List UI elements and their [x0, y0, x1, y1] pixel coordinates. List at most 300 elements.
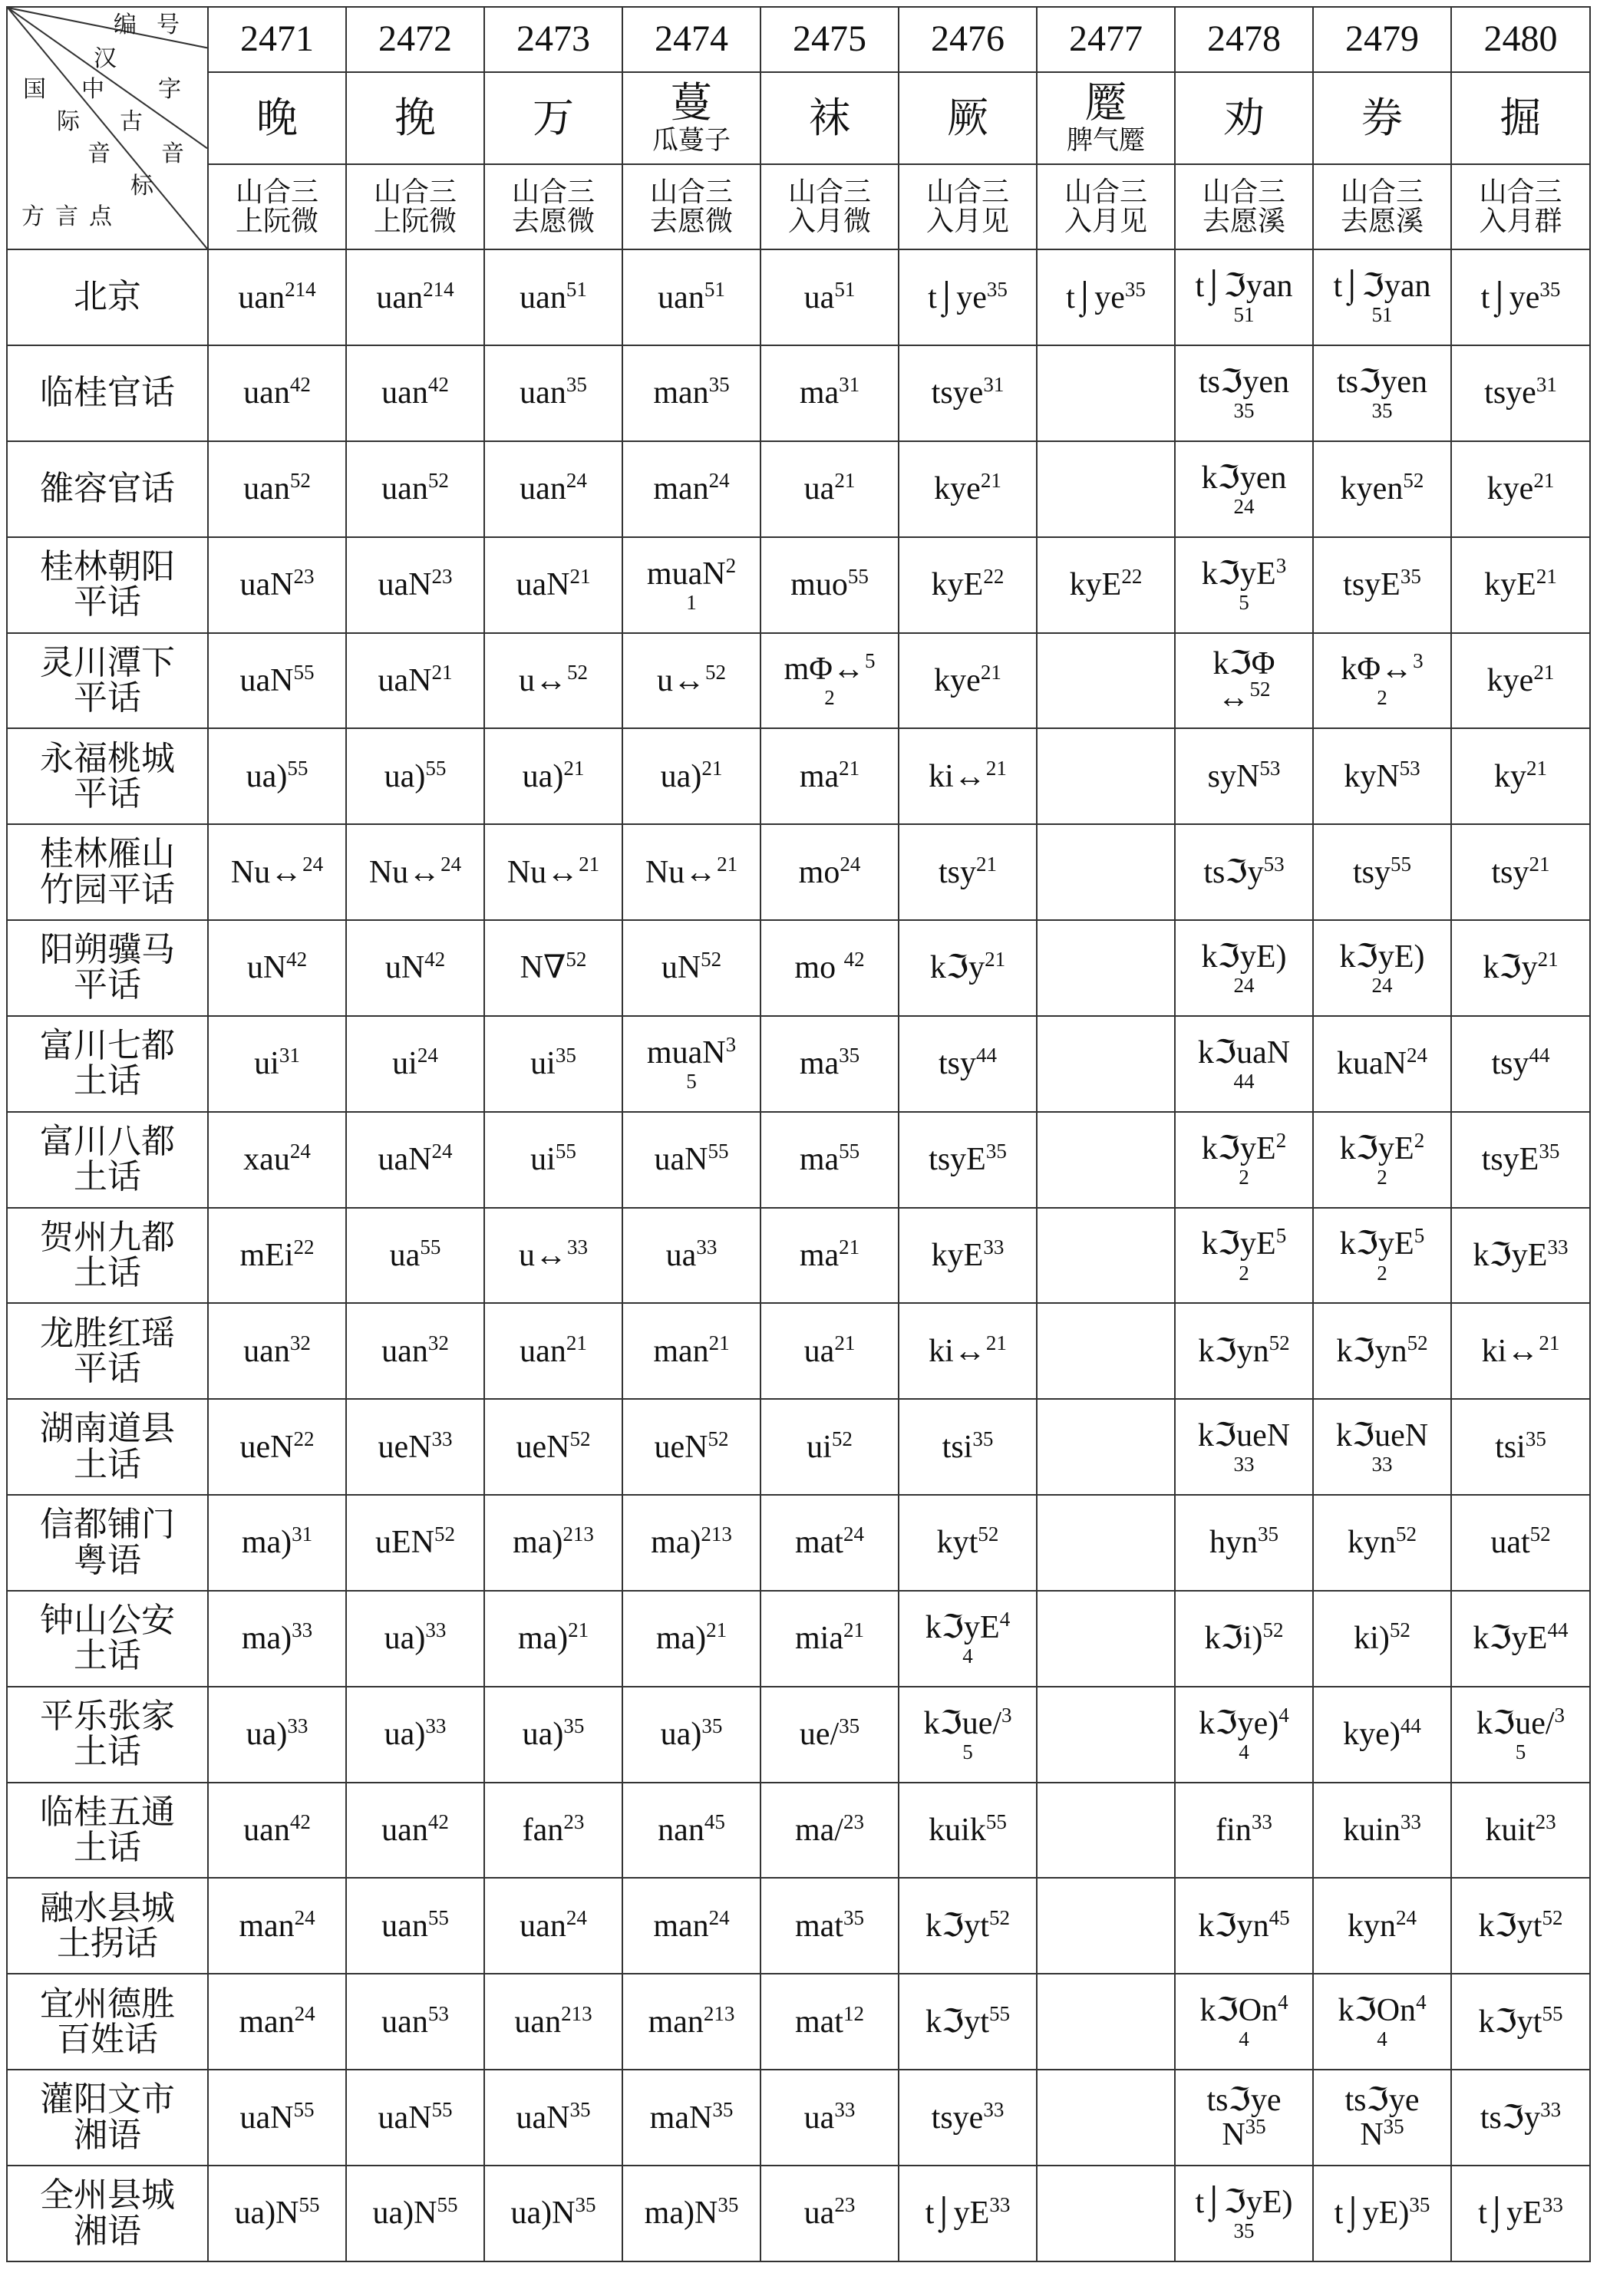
reading-tone: 35: [839, 1044, 860, 1067]
reading-syllable: Nu↔: [368, 854, 441, 890]
reading-cell: [484, 920, 622, 1016]
reading-cell: [1313, 441, 1451, 537]
reading-cell: [1313, 249, 1451, 345]
reading-syllable: kℑyE): [1339, 939, 1425, 975]
reading-syllable: man: [653, 375, 709, 411]
reading-tone: 35: [1124, 277, 1146, 301]
reading-line-2: [1176, 2114, 1312, 2152]
reading-cell: [346, 920, 484, 1016]
reading-syllable: mat: [795, 1908, 843, 1944]
reading-syllable: kℑyn: [1336, 1333, 1407, 1369]
reading-syllable: tsy: [1352, 854, 1391, 890]
reading-tone: 23: [293, 565, 315, 589]
reading-tone: 24: [1371, 974, 1393, 997]
table-row: [7, 1112, 1590, 1208]
reading-cell: [1451, 1878, 1590, 1974]
reading-cell: [899, 824, 1037, 920]
reading-syllable: kℑyE: [1473, 1237, 1548, 1273]
reading-cell: [1313, 1399, 1451, 1495]
reading-syllable: mΦ↔: [784, 652, 865, 688]
reading-cell: [1037, 249, 1175, 345]
reading-syllable: ma: [799, 758, 840, 794]
reading-tone: 22: [293, 1235, 315, 1259]
reading-cell: [208, 1591, 346, 1687]
reading-syllable: kuik: [929, 1813, 986, 1848]
char-number-cell: 2478: [1175, 7, 1313, 72]
reading-tone: 33: [425, 1618, 447, 1642]
table-row: [7, 633, 1590, 729]
reading-tone: 33: [989, 2193, 1011, 2217]
reading-tone: 52: [1249, 677, 1271, 701]
dialect-reading-table: [6, 6, 1591, 2262]
reading-tone: 55: [293, 660, 315, 684]
reading-cell: [899, 249, 1037, 345]
dialect-place-cell: [7, 824, 208, 920]
dialect-place-line: 临桂五通: [40, 1793, 175, 1831]
corner-label: 编: [114, 12, 137, 38]
reading-cell: [1037, 1783, 1175, 1879]
table-row: [7, 2166, 1590, 2261]
char-note: 脾气蹷: [1067, 127, 1145, 156]
reading-syllable: uN: [661, 950, 701, 986]
reading-tone: 1: [686, 590, 697, 614]
reading-cell: [1451, 1016, 1590, 1112]
reading-tone: 5: [962, 1740, 973, 1763]
reading-cell: [760, 1783, 899, 1879]
reading-cell: [622, 537, 760, 633]
reading-cell: [1451, 441, 1590, 537]
char-glyph: 劝: [1223, 94, 1265, 141]
reading-syllable: kℑyen: [1201, 460, 1287, 496]
reading-syllable: ueN: [516, 1429, 570, 1465]
reading-cell: [760, 1687, 899, 1783]
reading-tone: 21: [834, 1331, 856, 1354]
reading-syllable: tsye: [931, 2100, 984, 2136]
reading-cell: [760, 1016, 899, 1112]
reading-syllable: kℑOn: [1338, 1993, 1417, 2029]
reading-syllable: ua: [389, 1237, 421, 1273]
dialect-place-cell: [7, 1974, 208, 2070]
reading-tone: 55: [287, 756, 308, 780]
reading-cell: [1037, 1399, 1175, 1495]
reading-syllable: kyn: [1348, 1525, 1396, 1561]
reading-syllable: kyE: [1069, 567, 1122, 603]
dialect-place-cell: [7, 1878, 208, 1974]
reading-tone: 55: [431, 2097, 453, 2121]
reading-cell: [622, 728, 760, 824]
reading-cell: [622, 633, 760, 729]
reading-syllable: kℑyE: [1339, 1130, 1414, 1166]
reading-syllable: ua: [665, 1237, 697, 1273]
reading-tone: 52: [988, 1905, 1010, 1929]
reading-cell: [1451, 1974, 1590, 2070]
reading-syllable: man: [239, 1908, 295, 1944]
char-glyph: 厥: [947, 94, 988, 141]
reading-tone: 52: [708, 1427, 729, 1450]
reading-tone: 23: [834, 2193, 856, 2217]
reading-cell: [622, 2070, 760, 2166]
reading-syllable: fan: [522, 1813, 564, 1848]
reading-tone: 4: [1278, 1703, 1289, 1727]
reading-syllable: ui: [530, 1142, 556, 1178]
reading-syllable: kℑyt: [1478, 2004, 1542, 2040]
char-cell: [1037, 72, 1175, 165]
reading-syllable: uEN: [375, 1525, 434, 1561]
reading-syllable: uan: [520, 375, 566, 411]
dialect-place-cell: [7, 1495, 208, 1591]
reading-cell: [346, 2070, 484, 2166]
reading-syllable: ua: [803, 1333, 835, 1369]
reading-cell: [346, 824, 484, 920]
reading-syllable: ua)N: [510, 2195, 576, 2232]
reading-tone: 55: [425, 756, 447, 780]
reading-syllable: uaN: [378, 662, 432, 698]
reading-syllable: kyN: [1344, 758, 1400, 794]
middle-chinese-line: 山合三: [373, 176, 457, 207]
dialect-place-line: 龙胜红瑶: [40, 1314, 175, 1352]
reading-cell: [1313, 1495, 1451, 1591]
reading-syllable: t⌡ℑyE): [1195, 2184, 1293, 2220]
reading-syllable: t⌡yE: [925, 2195, 990, 2232]
reading-cell: [346, 728, 484, 824]
reading-cell: [1175, 249, 1313, 345]
reading-syllable: u↔: [519, 662, 567, 698]
reading-syllable: ua): [384, 1717, 426, 1753]
reading-cell: [1175, 1303, 1313, 1399]
reading-tone: 35: [718, 2193, 739, 2217]
middle-chinese-line: 上阮微: [373, 205, 457, 236]
reading-cell: [1451, 633, 1590, 729]
reading-tone: 21: [1533, 469, 1555, 493]
char-cell: [346, 72, 484, 165]
reading-tone: 52: [1542, 1905, 1563, 1929]
reading-syllable: syN: [1207, 758, 1260, 794]
table-row: [7, 1974, 1590, 2070]
reading-tone: 24: [440, 852, 462, 876]
reading-tone: 35: [575, 2193, 596, 2217]
reading-tone: 55: [299, 2193, 320, 2217]
reading-syllable: tsyE: [1343, 567, 1401, 603]
reading-cell: [346, 1687, 484, 1783]
reading-syllable: t⌡yE: [1478, 2195, 1542, 2232]
char-number-cell: 2472: [346, 7, 484, 72]
reading-tone: 5: [1239, 590, 1249, 614]
reading-syllable: uaN: [516, 567, 570, 603]
reading-tone: 213: [701, 1522, 732, 1546]
reading-tone: 21: [717, 852, 738, 876]
reading-tone: 55: [420, 1235, 441, 1259]
reading-syllable: ki): [1354, 1621, 1390, 1657]
char-glyph: 万: [533, 94, 574, 141]
reading-tone: 51: [704, 277, 725, 301]
reading-cell: [1175, 633, 1313, 729]
reading-cell: [1175, 1112, 1313, 1208]
reading-syllable: uaN: [378, 2100, 432, 2136]
reading-syllable: man: [653, 1908, 709, 1944]
reading-syllable: ui: [807, 1429, 832, 1465]
reading-cell: [622, 249, 760, 345]
middle-chinese-cell: [760, 164, 899, 249]
reading-syllable: ma): [513, 1525, 563, 1561]
reading-tone: 21: [843, 1618, 864, 1642]
dialect-place-cell: [7, 1208, 208, 1304]
reading-cell: [1175, 1591, 1313, 1687]
reading-cell: [1175, 2070, 1313, 2166]
reading-tone: 24: [1233, 974, 1255, 997]
reading-tone: 52: [1269, 1331, 1290, 1354]
reading-syllable: kℑyE: [1339, 1226, 1414, 1262]
reading-tone: 3: [1413, 649, 1424, 673]
reading-cell: [208, 1495, 346, 1591]
reading-syllable: uan: [520, 1333, 566, 1369]
char-glyph: 蔓: [671, 79, 712, 126]
reading-tone: 12: [843, 2001, 864, 2025]
reading-syllable: t⌡ye: [1066, 279, 1125, 315]
reading-syllable: mia: [795, 1621, 843, 1657]
char-number-cell: 2473: [484, 7, 622, 72]
char-number-cell: 2477: [1037, 7, 1175, 72]
middle-chinese-cell: [208, 164, 346, 249]
reading-syllable: tsℑyen: [1337, 364, 1427, 400]
dialect-place-line: 钟山公安: [40, 1602, 175, 1640]
reading-syllable: ui: [392, 1046, 417, 1082]
reading-syllable: uan: [381, 1813, 428, 1848]
middle-chinese-line: 山合三: [787, 176, 871, 207]
reading-tone: 33: [834, 2097, 856, 2121]
reading-continuation: ↔: [1217, 679, 1250, 715]
reading-cell: [1451, 824, 1590, 920]
char-number-cell: 2480: [1451, 7, 1590, 72]
reading-syllable: muaN: [646, 1034, 726, 1070]
reading-cell: [208, 537, 346, 633]
reading-tone: 3: [725, 1032, 737, 1056]
reading-tone: 45: [1269, 1905, 1290, 1929]
table-row: [7, 1783, 1590, 1879]
reading-cell: [1037, 1687, 1175, 1783]
reading-tone: 31: [983, 373, 1005, 397]
reading-tone: 2: [1377, 1261, 1387, 1285]
reading-cell: [1451, 2070, 1590, 2166]
reading-cell: [1175, 2166, 1313, 2261]
char-glyph: 袜: [809, 94, 850, 141]
middle-chinese-cell: [484, 164, 622, 249]
reading-cell: [1037, 1878, 1175, 1974]
reading-tone: 35: [1258, 1522, 1278, 1546]
reading-syllable: uan: [520, 471, 566, 507]
reading-cell: [1313, 1112, 1451, 1208]
reading-syllable: nan: [658, 1813, 704, 1848]
reading-syllable: ua): [246, 758, 288, 794]
char-cell: [760, 72, 899, 165]
reading-syllable: uan: [520, 1908, 566, 1944]
reading-cell: [484, 1591, 622, 1687]
reading-cell: [760, 1303, 899, 1399]
dialect-place-line: 信都铺门: [40, 1506, 175, 1544]
reading-syllable: ueN: [654, 1429, 708, 1465]
reading-cell: [1451, 1783, 1590, 1879]
reading-cell: [1451, 1591, 1590, 1687]
reading-syllable: kyt: [936, 1525, 978, 1561]
reading-syllable: ua)N: [234, 2195, 299, 2232]
header-corner-cell: [7, 7, 208, 249]
reading-syllable: tsℑyen: [1199, 364, 1289, 400]
reading-cell: [1175, 1974, 1313, 2070]
dialect-place-line: 富川八都: [40, 1122, 175, 1160]
reading-cell: [1313, 1591, 1451, 1687]
reading-syllable: ua: [803, 471, 835, 507]
reading-tone: 21: [985, 948, 1006, 972]
reading-syllable: uan: [381, 1333, 428, 1369]
reading-cell: [346, 1591, 484, 1687]
reading-syllable: ki↔: [1481, 1333, 1539, 1369]
dialect-place-line: 雒容官话: [40, 470, 175, 508]
reading-tone: 35: [986, 277, 1008, 301]
reading-cell: [760, 824, 899, 920]
reading-cell: [484, 824, 622, 920]
reading-syllable: uaN: [239, 2100, 294, 2136]
reading-tone: 35: [701, 1714, 723, 1738]
reading-syllable: kΦ↔: [1341, 652, 1414, 688]
reading-syllable: uan: [376, 279, 424, 315]
reading-tone: 24: [708, 469, 730, 493]
reading-cell: [1313, 1303, 1451, 1399]
reading-cell: [1037, 728, 1175, 824]
reading-cell: [484, 249, 622, 345]
reading-cell: [208, 1878, 346, 1974]
reading-cell: [622, 1303, 760, 1399]
reading-cell: [899, 2166, 1037, 2261]
reading-syllable: uan: [243, 375, 290, 411]
reading-tone: 21: [1536, 565, 1557, 589]
reading-continuation: N: [1222, 2116, 1245, 2152]
reading-syllable: ma: [799, 1237, 840, 1273]
middle-chinese-line: 上阮微: [235, 205, 318, 236]
char-note: 瓜蔓子: [652, 127, 731, 156]
reading-tone: 42: [843, 948, 865, 972]
reading-tone: 24: [566, 1905, 587, 1929]
reading-syllable: uaN: [378, 1142, 432, 1178]
reading-tone: 21: [980, 660, 1001, 684]
reading-cell: [760, 1112, 899, 1208]
reading-tone: 35: [566, 373, 587, 397]
reading-cell: [484, 441, 622, 537]
reading-tone: 53: [1399, 756, 1420, 780]
reading-tone: 35: [839, 1714, 860, 1738]
reading-cell: [346, 1878, 484, 1974]
dialect-place-line: 土话: [74, 1637, 141, 1675]
reading-syllable: mat: [795, 2004, 843, 2040]
reading-cell: [1313, 1974, 1451, 2070]
reading-syllable: uan: [243, 471, 290, 507]
reading-tone: 24: [840, 852, 861, 876]
reading-tone: 52: [1396, 1522, 1417, 1546]
corner-label: 号: [157, 12, 180, 38]
reading-cell: [622, 2166, 760, 2261]
reading-cell: [1037, 1303, 1175, 1399]
table-row: [7, 345, 1590, 441]
reading-tone: 213: [703, 2001, 735, 2025]
corner-label: 际: [57, 109, 80, 134]
reading-cell: [484, 345, 622, 441]
middle-chinese-line: 山合三: [1479, 176, 1562, 207]
reading-cell: [484, 1687, 622, 1783]
reading-cell: [622, 920, 760, 1016]
reading-syllable: Nu↔: [645, 854, 718, 890]
reading-syllable: ma/: [795, 1813, 843, 1848]
reading-tone: 35: [555, 1044, 576, 1067]
reading-syllable: ma: [799, 375, 840, 411]
reading-syllable: kℑueN: [1197, 1418, 1291, 1454]
reading-tone: 2: [1377, 686, 1387, 710]
reading-syllable: uN: [384, 950, 425, 986]
reading-syllable: ma)N: [644, 2195, 718, 2232]
reading-tone: 21: [976, 852, 997, 876]
reading-tone: 55: [1391, 852, 1411, 876]
reading-syllable: u↔: [657, 662, 705, 698]
reading-tone: 35: [972, 1427, 994, 1450]
reading-cell: [760, 1974, 899, 2070]
reading-syllable: ua): [660, 1717, 702, 1753]
reading-tone: 24: [302, 852, 324, 876]
reading-syllable: ua: [803, 279, 835, 315]
reading-tone: 21: [706, 1618, 727, 1642]
dialect-place-line: 百姓话: [57, 2020, 158, 2058]
reading-cell: [346, 1495, 484, 1591]
middle-chinese-line: 山合三: [1202, 176, 1285, 207]
reading-cell: [899, 1303, 1037, 1399]
reading-syllable: kℑyE: [1473, 1621, 1548, 1657]
reading-syllable: uaN: [239, 662, 294, 698]
reading-tone: 44: [1233, 1069, 1255, 1093]
reading-syllable: kℑue/: [1476, 1705, 1555, 1741]
reading-syllable: tsy: [938, 1046, 976, 1082]
corner-label: 言: [55, 204, 78, 229]
reading-tone: 42: [289, 1810, 311, 1833]
reading-tone: 33: [425, 1714, 447, 1738]
table-row: [7, 1591, 1590, 1687]
dialect-place-line: 湘语: [74, 2212, 141, 2250]
reading-cell: [1313, 1878, 1451, 1974]
reading-syllable: tsi: [1495, 1429, 1526, 1465]
dialect-place-cell: [7, 1112, 208, 1208]
reading-tone: 4: [962, 1644, 973, 1668]
reading-tone: 55: [437, 2193, 458, 2217]
reading-syllable: kuit: [1485, 1813, 1536, 1848]
reading-cell: [899, 1112, 1037, 1208]
dialect-place-line: 桂林朝阳: [40, 547, 175, 586]
reading-syllable: tsyE: [929, 1142, 986, 1178]
reading-syllable: tsy: [1491, 854, 1529, 890]
reading-tone: 23: [563, 1810, 585, 1833]
reading-cell: [899, 1591, 1037, 1687]
middle-chinese-cell: [1313, 164, 1451, 249]
char-number-cell: 2475: [760, 7, 899, 72]
reading-cell: [346, 537, 484, 633]
reading-cell: [1037, 1112, 1175, 1208]
reading-tone: 21: [834, 469, 856, 493]
reading-cell: [899, 1016, 1037, 1112]
middle-chinese-cell: [1451, 164, 1590, 249]
dialect-place-line: 土话: [74, 1445, 141, 1483]
table-row: [7, 1208, 1590, 1304]
reading-syllable: man: [648, 2004, 704, 2040]
reading-tone: 21: [839, 1235, 860, 1259]
middle-chinese-line: 去愿溪: [1340, 205, 1424, 236]
table-row: [7, 1016, 1590, 1112]
reading-tone: 42: [427, 1810, 449, 1833]
reading-tone: 2: [1239, 1165, 1249, 1189]
reading-tone: 21: [1537, 948, 1559, 972]
